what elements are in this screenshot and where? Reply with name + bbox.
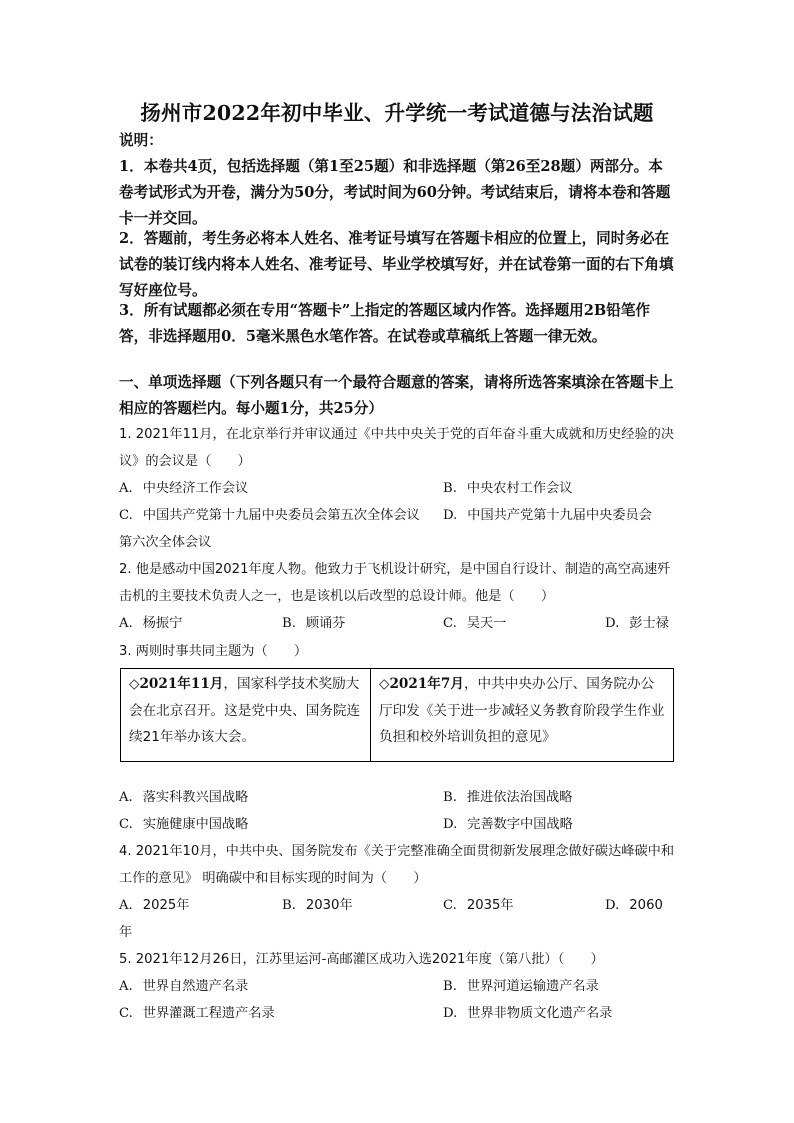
- exam-title: 扬州市2022年初中毕业、升学统一考试道德与法治试题: [140, 101, 654, 125]
- question-3-option-c[interactable]: C. 实施健康中国战略: [119, 817, 249, 832]
- question-3-option-d[interactable]: D. 完善数字中国战略: [443, 817, 573, 832]
- question-1-options-row-2: [119, 502, 679, 529]
- question-4-option-d[interactable]: D. 2060: [605, 898, 663, 913]
- question-1-option-b[interactable]: B. 中央农村工作会议: [443, 481, 573, 496]
- instructions-heading: 说明：: [119, 132, 163, 149]
- question-4-option-d-wrap: 年: [119, 925, 133, 940]
- news-table: [120, 668, 674, 762]
- question-4-option-b[interactable]: B. 2030年: [282, 898, 353, 913]
- question-2-options-row: [119, 610, 679, 637]
- question-2-option-c[interactable]: C. 吴天一: [443, 616, 507, 631]
- question-1-stem: 1. 2021年11月，在北京举行并审议通过《中共中央关于党的百年奋斗重大成就和历史经验的决议》的会议是（ ）: [119, 427, 675, 469]
- question-5-option-d[interactable]: D. 世界非物质文化遗产名录: [443, 1006, 613, 1021]
- question-4-stem: 4. 2021年10月，中共中央、国务院发布《关于完整准确全面贯彻新发展理念做好碳达峰碳中和工作的意见》 明确碳中和目标实现的时间为（ ）: [119, 844, 675, 886]
- question-2-option-d[interactable]: D. 彭士禄: [605, 616, 669, 631]
- question-1-options-row-1: [119, 475, 679, 502]
- question-4-option-a[interactable]: A. 2025年: [119, 898, 190, 913]
- question-2-option-b[interactable]: B. 顾诵芬: [282, 616, 346, 631]
- section-heading: 一、单项选择题（下列各题只有一个最符合题意的答案，请将所选答案填涂在答题卡上相应的答题栏内。每小题1分，共25分）: [119, 374, 674, 417]
- question-5-options-row-2: [119, 1000, 679, 1027]
- question-3-option-b[interactable]: B. 推进依法治国战略: [443, 790, 573, 805]
- question-2-stem: 2. 他是感动中国2021年度人物。他致力于飞机设计研究，是中国自行设计、制造的高空高速歼击机的主要技术负责人之一，也是该机以后改型的总设计师。他是（ ）: [119, 562, 671, 604]
- question-3-options-row-2: [119, 811, 679, 838]
- instruction-item-1: 1．本卷共4页，包括选择题（第1至25题）和非选择题（第26至28题）两部分。本卷考试形式为开卷，满分为50分，考试时间为60分钟。考试结束后，请将本卷和答题卡一并交回。: [119, 158, 671, 227]
- question-5-stem: 5. 2021年12月26日，江苏里运河-高邮灌区成功入选2021年度（第八批）（ ）: [119, 952, 604, 967]
- question-5-option-a[interactable]: A. 世界自然遗产名录: [119, 979, 249, 994]
- question-5-option-b[interactable]: B. 世界河道运输遗产名录: [443, 979, 599, 994]
- question-4-option-c[interactable]: C. 2035年: [443, 898, 514, 913]
- question-1-option-d[interactable]: D. 中国共产党第十九届中央委员会: [443, 508, 652, 523]
- question-5-option-c[interactable]: C. 世界灌溉工程遗产名录: [119, 1006, 275, 1021]
- question-1-option-a[interactable]: A. 中央经济工作会议: [119, 481, 249, 496]
- question-1-option-d-wrap: 第六次全体会议: [119, 535, 212, 550]
- question-5-options-row-1: [119, 973, 679, 1000]
- news-item-right: ◇2021年7月，中共中央办公厅、国务院办公厅印发《关于进一步减轻义务教育阶段学生作业负担和校外培训负担的意见》: [379, 676, 665, 745]
- instruction-item-3: 3．所有试题都必须在专用“答题卡”上指定的答题区域内作答。选择题用2B铅笔作答，非选择题用0．5毫米黑色水笔作答。在试卷或草稿纸上答题一律无效。: [119, 302, 651, 345]
- question-1-option-c[interactable]: C. 中国共产党第十九届中央委员会第五次全体会议: [119, 508, 420, 523]
- news-item-left: ◇2021年11月，国家科学技术奖励大会在北京召开。这是党中央、国务院连续21年举办该大会。: [129, 676, 361, 745]
- question-3-stem: 3. 两则时事共同主题为（ ）: [119, 644, 308, 659]
- instruction-item-2: 2．答题前，考生务必将本人姓名、准考证号填写在答题卡相应的位置上，同时务必在试卷的装订线内将本人姓名、准考证号、毕业学校填写好，并在试卷第一面的右下角填写好座位号。: [119, 230, 674, 299]
- question-3-option-a[interactable]: A. 落实科教兴国战略: [119, 790, 249, 805]
- question-3-options-row-1: [119, 784, 679, 811]
- question-2-option-a[interactable]: A. 杨振宁: [119, 616, 183, 631]
- question-4-options-row: [119, 892, 679, 919]
